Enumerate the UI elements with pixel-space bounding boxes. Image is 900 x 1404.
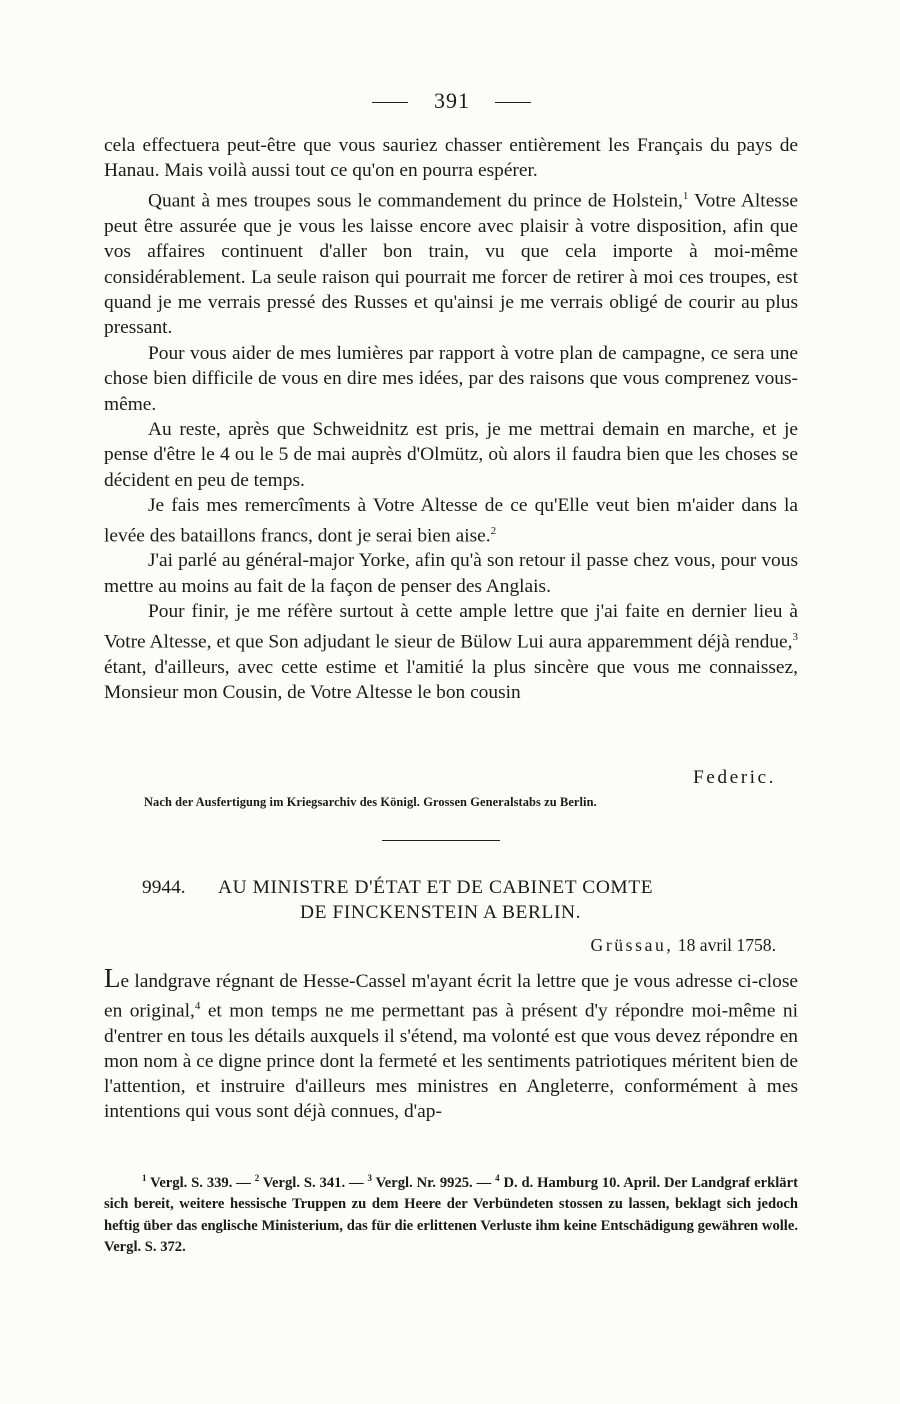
footnote-number: 2 (254, 1173, 260, 1183)
letter-text: et mon temps ne me permettant pas à présent d'y répondre moi-même ni d'entrer en tous les détails auxquels il s'étend, ma volonté est que vous devez répondre en mon nom à ce digne prince dont la fermeté et les sentiments patriotiques méritent bien de l'attention, et instruire d'ailleurs mes ministres en Angleterre, conformément à mes intentions qui vous sont déjà connues, d'ap- (104, 1000, 798, 1123)
paragraph-text: étant, d'ailleurs, avec cette estime et l'amitié la plus sincère que vous me connaissez, Monsieur mon Cousin, de Votre Altesse le bon cousin (104, 656, 798, 703)
footnote-text: Vergl. S. 341. (262, 1174, 346, 1191)
footnote-text: Vergl. Nr. 9925. (375, 1174, 473, 1191)
footnote-ref: 3 (792, 630, 798, 643)
letter-title-line2: DE FINCKENSTEIN A BERLIN. (300, 902, 582, 923)
header-dash-left (372, 102, 408, 103)
footnote-separator: — (236, 1174, 251, 1191)
paragraph (104, 341, 798, 417)
source-note: Nach der Ausfertigung im Kriegsarchiv des Königl. Grossen Generalstabs zu Berlin. (144, 795, 597, 809)
letter-continuation (104, 133, 798, 705)
paragraph-text: J'ai parlé au général-major Yorke, afin qu'à son retour il passe chez vous, pour vous mettre au moins au fait de la façon de penser des Anglais. (104, 550, 798, 597)
letter-place: Grüssau, (590, 935, 674, 955)
footnote-number: 3 (367, 1173, 372, 1183)
footnote-number: 4 (495, 1173, 500, 1183)
paragraph (104, 548, 798, 599)
footnote-separator: — (476, 1174, 492, 1191)
footnotes (104, 1168, 798, 1258)
letter-body (104, 963, 798, 1125)
footnote-ref: 2 (490, 524, 497, 537)
drop-cap: L (104, 963, 121, 993)
paragraph (104, 599, 798, 705)
paragraph-text: Au reste, après que Schweidnitz est pris, je me mettrai demain en marche, et je pense d'être le 4 ou le 5 de mai auprès d'Olmütz, où alors il faudra bien que les choses se décident en peu de temps. (104, 418, 798, 491)
paragraph-text: Votre Altesse peut être assurée que je vous les laisse encore avec plaisir à votre disposition, afin que vos affaires continuent d'aller bon train, vu que cela importe à moi-même considérablement. La seule raison qui pourrait me forcer de retirer à moi ces troupes, est quand je me verrais pressé des Russes et qu'ainsi je me verrais obligé de courir au plus pressant. (104, 190, 798, 339)
letter-dateline (591, 935, 776, 956)
paragraph-text: Je fais mes remercîments à Votre Altesse de ce qu'Elle veut bien m'aider dans la levée des bataillons francs, dont je serai bien aise. (104, 495, 798, 547)
letter-number: 9944. (142, 877, 186, 898)
paragraph-text: Pour finir, je me réfère surtout à cette ample lettre que j'ai faite en dernier lieu à Votre Altesse, et que Son adjudant le sieur de Bülow Lui aura apparemment déjà rendue, (104, 601, 798, 653)
header-dash-right (495, 102, 531, 103)
footnote-text: Vergl. S. 339. (150, 1174, 233, 1191)
page-number: 391 (434, 88, 470, 113)
paragraph-text: cela effectuera peut-être que vous sauriez chasser entièrement les Français du pays de Hanau. Mais voilà aussi tout ce qu'on en pourra espérer. (104, 135, 798, 182)
letter-text: e landgrave régnant de Hesse-Cassel m'ayant écrit la lettre que je vous adresse ci-close en original, (104, 971, 798, 1022)
paragraph-text: Pour vous aider de mes lumières par rapport à votre plan de campagne, ce sera une chose bien difficile de vous en dire mes idées, par des raisons que vous comprenez vous-même. (104, 342, 798, 415)
footnote-ref: 4 (194, 1000, 201, 1013)
paragraph (104, 493, 798, 548)
page-header (104, 88, 798, 118)
footnote-separator: — (348, 1174, 364, 1191)
paragraph (104, 184, 798, 341)
footnote-text: D. d. Hamburg 10. April. Der Landgraf erklärt sich bereit, weitere hessische Truppen zu dem Heere der Verbündeten stossen zu lassen, beklagt sich jedoch heftig über das englische Ministerium, das für die erlittenen Verluste ihm keine Entschädigung gewähren wolle. Vergl. S. 372. (104, 1174, 798, 1256)
paragraph (104, 417, 798, 493)
signature: Federic. (693, 767, 776, 788)
letter-date: 18 avril 1758. (677, 935, 776, 955)
letter-title-line1: AU MINISTRE D'ÉTAT ET DE CABINET COMTE (218, 877, 654, 898)
paragraph-text: Quant à mes troupes sous le commandement du prince de Holstein, (148, 190, 683, 212)
paragraph (104, 133, 798, 184)
footnote-ref: 1 (682, 189, 689, 202)
section-divider (382, 840, 500, 841)
footnote-number: 1 (142, 1173, 147, 1183)
